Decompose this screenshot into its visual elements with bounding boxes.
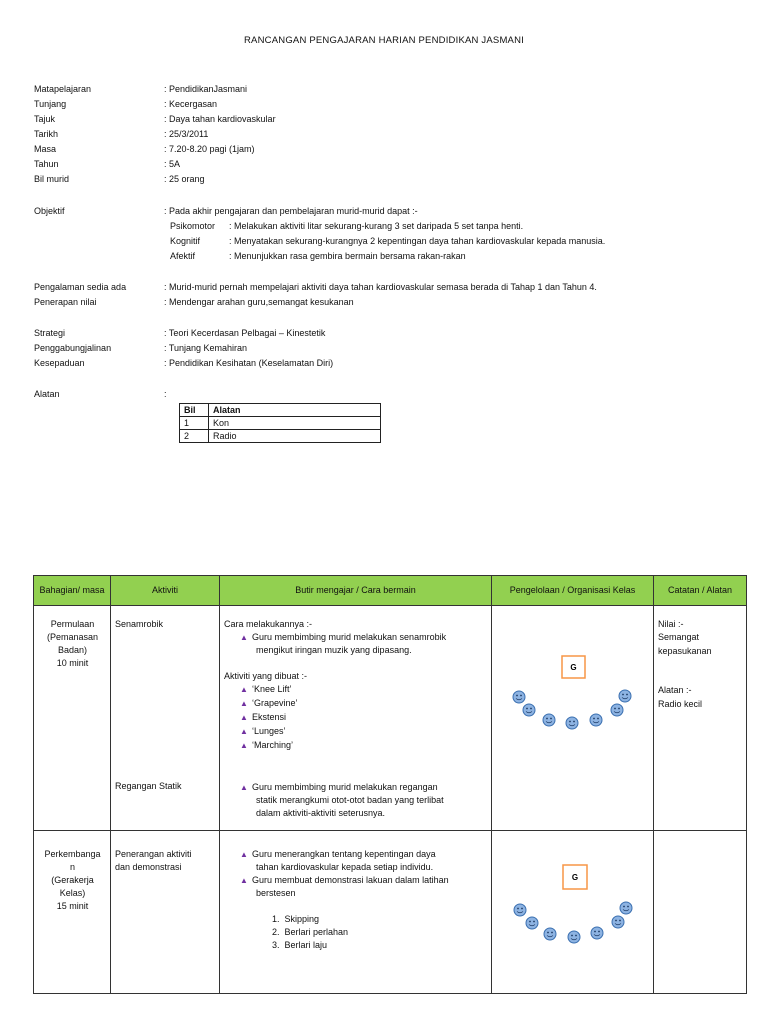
- header-butir: Butir mengajar / Cara bermain: [220, 576, 492, 606]
- alatan-header-bil: Bil: [180, 404, 209, 417]
- row2-bahagian-cell: Perkembanga n (Gerakerja Kelas) 15 minit: [34, 831, 111, 994]
- alatan-header-row: [180, 404, 381, 417]
- bullet-arrow-icon: ▲: [240, 741, 248, 750]
- objektif-afektif-label: Afektif: [170, 251, 196, 261]
- alatan-table: [179, 403, 381, 443]
- student-smiley-icon: [568, 931, 580, 943]
- header-pengelolaan: Pengelolaan / Organisasi Kelas: [492, 576, 654, 606]
- student-smiley-icon: [526, 917, 538, 929]
- class-formation-diagram-1: [492, 606, 652, 830]
- table-row: 1 Kon: [180, 417, 381, 430]
- row1-catatan-cell: Nilai :- Semangat kepasukanan Alatan :- Radio kecil: [654, 606, 747, 831]
- objektif-psikomotor-text: : Melakukan aktiviti litar sekurang-kurang 3 set daripada 5 set tanpa henti.: [229, 221, 524, 231]
- row1-pengelolaan-cell: [492, 606, 654, 831]
- class-formation-diagram-2: [492, 831, 652, 993]
- student-smiley-icon: [619, 690, 631, 702]
- student-smiley-icon: [590, 714, 602, 726]
- list-item: 3. Berlari laju: [272, 940, 328, 950]
- teacher-label: G: [570, 663, 577, 672]
- row1-butir-cell: Cara melakukannya :- ▲ Guru membimbing murid melakukan senamrobik mengikut iringan muzik yang dipasang. Aktiviti yang dibuat :- ▲ ‘Knee Lift’ ▲ ‘Grapevine’ ▲ Ekstensi ▲ ‘Lunges’ ▲ ‘Marching’ ▲ Guru membimbing murid melakukan regangan statik merangkumi otot-otot badan yang terlibat dalam aktiviti-aktiviti seterusnya.: [220, 606, 492, 831]
- list-item: 1. Skipping: [272, 914, 320, 924]
- bullet-arrow-icon: ▲: [240, 850, 248, 859]
- objektif-afektif-text: : Menunjukkan rasa gembira bermain bersama rakan-rakan: [229, 251, 466, 261]
- student-smiley-icon: [566, 717, 578, 729]
- lesson-plan-page: RANCANGAN PENGAJARAN HARIAN PENDIDIKAN JASMANI Matapelajaran : PendidikanJasmani Tunjang : Kecergasan Tajuk : Daya tahan kardiovaskular Tarikh : 25/3/2011 Masa : 7.20-8.20 pagi (1jam) Tahun : 5A Bil murid : 25 orang Objektif : Pada akhir pengajaran dan pembelajaran murid-murid dapat :- Psikomotor : Melakukan aktiviti litar sekurang-kurang 3 set daripada 5 set tanpa henti. Kognitif : Menyatakan sekurang-kurangnya 2 kepentingan daya tahan kardiovaskular kepada manusia. Afektif : Menunjukkan rasa gembira bermain bersama rakan-rakan Pengalaman sedia ada : Murid-murid pernah mempelajari aktiviti daya tahan kardiovaskular semasa berada di Tahap 1 dan Tahun 4. Penerapan nilai : Mendengar arahan guru,semangat kesukanan Strategi : Teori Kecerdasan Pelbagai – Kinestetik Penggabungjalinan : Tunjang Kemahiran Kesepaduan : Pendidikan Kesihatan (Keselamatan Diri) Alatan : Bil Alatan 1 Kon 2 Radio Bahagian/ masa Aktiviti Butir mengajar / Cara bermain Pengelolaan / Organisasi Kelas Catatan / Alatan Permulaan (Pemanasan Badan) 10 minit Senamrobik Regangan Statik Cara melakukannya :- ▲ Guru membimbing murid melakukan senamrobik mengikut iringan muzik yang dipasang. Aktiviti yang dibuat :- ▲ ‘Knee Lift’ ▲ ‘Grapevine’ ▲ Ekstensi ▲ ‘Lunges’ ▲ ‘Marching’ ▲ Guru membimbing murid melakukan regangan statik merangkumi otot-otot badan yang terlibat dalam aktiviti-aktiviti seterusnya. G Nilai :- Semangat kepasukanan Alatan :- Radio kecil Perkembanga n (Gerakerja Kelas) 15 minit Penerangan aktiviti dan demonstrasi ▲ Guru menerangkan tentang kepentingan daya tahan kardiovaskular kepada setiap individu. ▲ Guru membuat demonstrasi lakuan dalam latihan berstesen 1. Skipping 2. Berlari perlahan 3. Berlari laju G: [0, 0, 768, 1024]
- student-smiley-icon: [513, 691, 525, 703]
- student-smiley-icon: [544, 928, 556, 940]
- bullet-arrow-icon: ▲: [240, 699, 248, 708]
- student-smiley-icon: [591, 927, 603, 939]
- objektif-kognitif-label: Kognitif: [170, 236, 201, 246]
- header-aktiviti: Aktiviti: [111, 576, 220, 606]
- activity-header-row: [34, 576, 747, 606]
- bullet-arrow-icon: ▲: [240, 876, 248, 885]
- row2-butir-cell: ▲ Guru menerangkan tentang kepentingan daya tahan kardiovaskular kepada setiap individu. ▲ Guru membuat demonstrasi lakuan dalam latihan berstesen 1. Skipping 2. Berlari perlahan 3. Berlari laju: [220, 831, 492, 994]
- row2-catatan-cell: [654, 831, 747, 994]
- table-row: 2 Radio: [180, 430, 381, 443]
- student-smiley-icon: [523, 704, 535, 716]
- bullet-arrow-icon: ▲: [240, 783, 248, 792]
- table-row: [34, 606, 747, 831]
- row1-bahagian-cell: Permulaan (Pemanasan Badan) 10 minit: [34, 606, 111, 831]
- bullet-arrow-icon: ▲: [240, 727, 248, 736]
- objektif-psikomotor-label: Psikomotor: [170, 221, 216, 231]
- alatan-header-alatan: Alatan: [209, 404, 381, 417]
- student-smiley-icon: [514, 904, 526, 916]
- student-smiley-icon: [543, 714, 555, 726]
- teacher-label: G: [571, 873, 579, 882]
- header-catatan: Catatan / Alatan: [654, 576, 747, 606]
- student-smiley-icon: [611, 704, 623, 716]
- document-title: RANCANGAN PENGAJARAN HARIAN PENDIDIKAN JASMANI: [244, 35, 524, 46]
- bullet-arrow-icon: ▲: [240, 713, 248, 722]
- header-bahagian: Bahagian/ masa: [34, 576, 111, 606]
- student-smiley-icon: [612, 916, 624, 928]
- objektif-kognitif-text: : Menyatakan sekurang-kurangnya 2 kepentingan daya tahan kardiovaskular kepada manusia.: [229, 236, 606, 246]
- bullet-arrow-icon: ▲: [240, 633, 248, 642]
- row1-aktiviti-cell: [111, 606, 220, 831]
- list-item: 2. Berlari perlahan: [272, 927, 349, 937]
- row2-pengelolaan-cell: [492, 831, 654, 994]
- lesson-activity-table: [33, 575, 747, 994]
- table-row: [34, 831, 747, 994]
- aktiviti-senamrobik: Senamrobik: [115, 619, 164, 629]
- aktiviti-regangan-statik: Regangan Statik: [115, 781, 182, 791]
- row2-aktiviti-cell: Penerangan aktiviti dan demonstrasi: [111, 831, 220, 994]
- student-smiley-icon: [620, 902, 632, 914]
- bullet-arrow-icon: ▲: [240, 685, 248, 694]
